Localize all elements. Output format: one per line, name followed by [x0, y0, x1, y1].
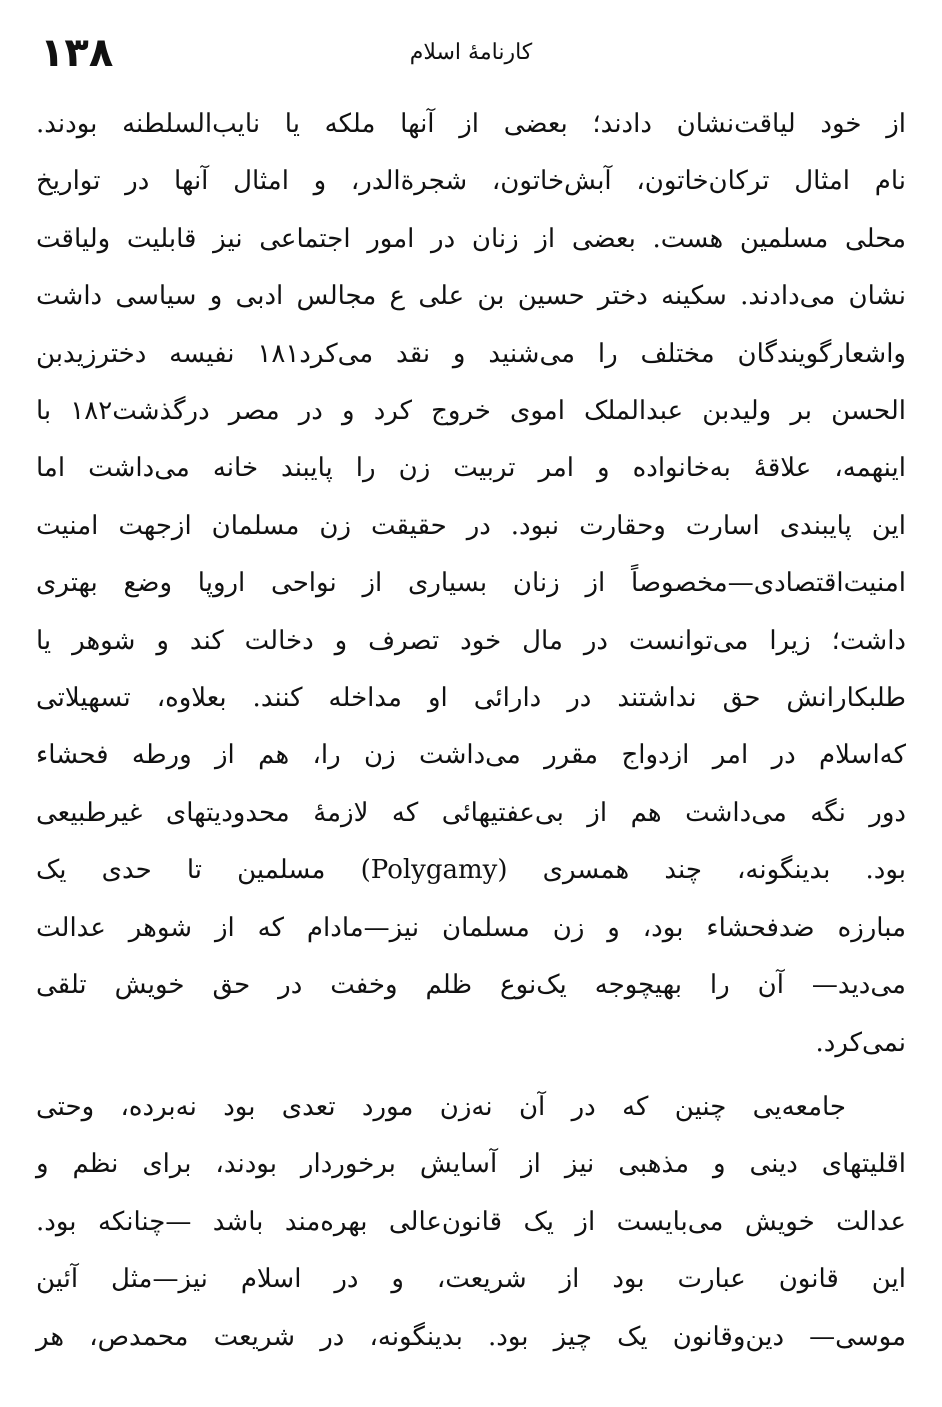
text-line: اینهمه، علاقهٔ به‌خانواده و امر تربیت زن را پایبند خانه می‌داشت اما [36, 453, 906, 484]
paragraph-1 [36, 96, 906, 1072]
text-line: محلی مسلمین هست. بعضی از زنان در امور اجتماعی نیز قابلیت ولیاقت [36, 223, 906, 254]
text-line: جامعه‌یی چنین که در آن نه‌زن مورد تعدی بود نه‌برده، وحتی [36, 1091, 846, 1122]
text-line: از خود لیاقت‌نشان دادند؛ بعضی از آنها ملکه یا نایب‌السلطنه بودند. [36, 109, 906, 139]
page-header [40, 28, 902, 88]
body-text [36, 96, 906, 1366]
text-line: الحسن بر ولیدبن عبدالملک اموی خروج کرد و در مصر درگذشت۱۸۲ با [36, 396, 906, 427]
text-line: مبارزه ضدفحشاء بود، و زن مسلمان نیز—مادام که از شوهر عدالت [36, 912, 906, 943]
text-line: بود. بدینگونه، چند همسری (Polygamy) مسلمین تا حدی یک [36, 855, 906, 886]
text-line: طلبکارانش حق نداشتند در دارائی او مداخله کنند. بعلاوه، تسهیلاتی [36, 683, 906, 714]
text-line: می‌دید— آن را بهیچوجه یک‌نوع ظلم وخفت در حق خویش تلقی [36, 970, 906, 1001]
page-number: ۱۳۸ [40, 30, 114, 76]
text-line: این قانون عبارت بود از شریعت، و در اسلام نیز—مثل آئین [36, 1264, 906, 1295]
text-line: واشعارگویندگان مختلف را می‌شنید و نقد می‌کرد۱۸۱ نفیسه دخترزیدبن‌ [36, 338, 906, 369]
text-line: نام امثال ترکان‌خاتون، آبش‌خاتون، شجرةالدر، و امثال آنها در تواریخ [36, 166, 906, 197]
text-line: موسی— دین‌وقانون یک چیز بود. بدینگونه، در شریعت محمدص، هر [36, 1321, 906, 1352]
paragraph-2 [36, 1079, 906, 1366]
paragraph-gap [36, 1072, 906, 1079]
running-title: کارنامهٔ اسلام [409, 40, 533, 65]
text-line: اقلیتهای دینی و مذهبی نیز از آسایش برخوردار بودند، برای نظم و [36, 1149, 906, 1180]
text-line: دور نگه می‌داشت هم از بی‌عفتیهائی که لازمهٔ محدودیتهای غیرطبیعی [36, 797, 906, 828]
text-line: که‌اسلام در امر ازدواج مقرر می‌داشت زن را، هم از ورطه فحشاء [36, 740, 906, 771]
text-line: نشان می‌دادند. سکینه دختر حسین بن علی ع مجالس ادبی و سیاسی داشت [36, 281, 906, 312]
text-line: امنیت‌اقتصادی—مخصوصاً از زنان بسیاری از نواحی اروپا وضع بهتری [36, 568, 906, 599]
text-line: عدالت خویش می‌بایست از یک قانون‌عالی بهره‌مند باشد —چنانکه بود. [36, 1206, 906, 1237]
text-line: نمی‌کرد. [815, 1027, 906, 1058]
text-line: این پایبندی اسارت وحقارت نبود. در حقیقت زن مسلمان ازجهت امنیت‌ [36, 510, 906, 541]
text-line: داشت؛ زیرا می‌توانست در مال خود تصرف و دخالت کند و شوهر یا [36, 625, 906, 656]
